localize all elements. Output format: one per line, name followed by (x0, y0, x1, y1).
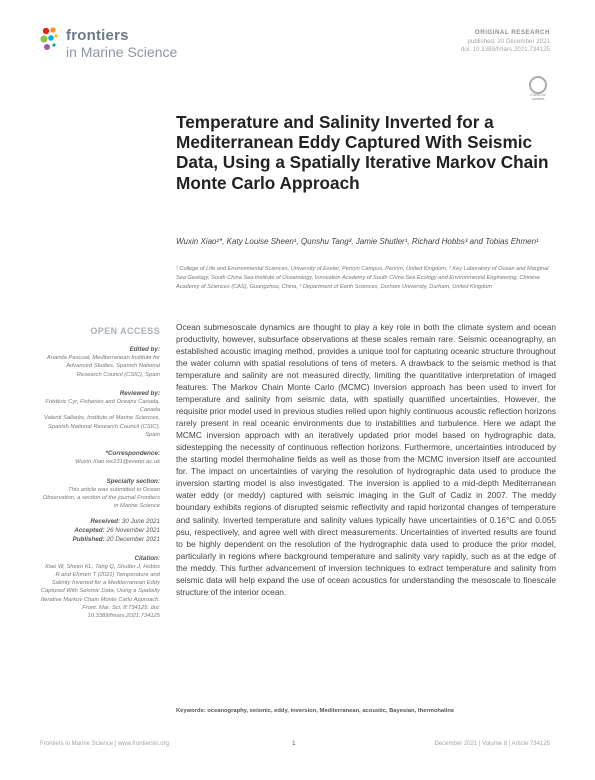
correspondence-info[interactable]: Wuxin Xiao wx231@exeter.ac.uk (75, 459, 160, 466)
accepted-date: Accepted: 26 November 2021 (74, 526, 160, 534)
correspondence-label: *Correspondence: (105, 450, 160, 458)
keywords: Keywords: oceanography, seismic, eddy, inversion, Mediterranean, acoustic, Bayesian, thermohaline (176, 708, 455, 714)
abstract-text: Ocean submesoscale dynamics are thought to play a key role in both the climate system and ocean productivity, however, subsurface observations at these scales remain rare. Seismic oceanography, an established acoustic imaging method, provides a unique tool for capturing oceanic structure throughout the water column with spatial resolutions of tens of meters. A drawback to the seismic method is that temperature and salinity are not measured directly, limiting the quantitative interpretation of imaged features. The Markov Chain Monte Carlo (MCMC) inversion approach has been used to invert for temperature and salinity from seismic data, with spatially quantified uncertainties. However, the requisite prior model used in previous studies relied upon highly continuous acoustic reflection horizons rarely present in real oceanic environments due to instabilities and turbulence. Here we adapt the MCMC inversion approach with an iteratively updated prior model based on hydrographic data, sidestepping the necessity of continuous reflection horizons. Furthermore, uncertainties introduced by the starting model thermohaline fields as well as those from the MCMC inversion itself are accounted for. The impact on uncertainties of varying the resolution of hydrographic data used to produce the inversion starting model is also investigated. The inversion is applied to a mid-depth Mediterranean water eddy (or meddy) captured with seismic imaging in the Gulf of Cadiz in 2007. The meddy boundary exhibits regions of disrupted seismic reflectivity and rapid horizontal changes of temperature and salinity. Inverted temperature and salinity values typically have uncertainties of 0.16°C and 0.055 psu, respectively, and agree well with direct measurements. Uncertainties of inverted results are found to be highly dependent on the resolution of the hydrographic data used to produce the prior model, particularly in regions where background temperature and salinity vary rapidly, such as at the edge of the meddy. This further advancement of inversion techniques to extract temperature and salinity from seismic data will help expand the use of ocean acoustics for understanding the mesoscale to finescale structure of the interior ocean. (176, 322, 556, 597)
citation-label: Citation: (134, 554, 160, 562)
article-category: ORIGINAL RESEARCH (474, 29, 550, 36)
affiliations: ¹ College of Life and Environmental Sciences, University of Exeter, Penryn Campus, Penryn, United Kingdom, ² Key Laboratory of Ocean and Marginal Sea Geology, South China Sea Institute of Oceanology, Innovation Academy of South China Sea Ecology and Environmental Engineering, Chinese Academy of Sciences (CAS), Guangzhou, China, ³ Department of Earth Sciences, Durham University, Durham, United Kingdom (176, 266, 549, 290)
page-number: 1 (292, 740, 296, 747)
edited-by-label: Edited by: (129, 346, 160, 353)
check-for-updates-badge[interactable] (524, 76, 552, 106)
article-header (461, 29, 550, 55)
received-date: Received: 30 June 2021 (90, 517, 160, 525)
journal-name: in Marine Science (66, 44, 178, 60)
citation-info: Xiao W, Sheen KL, Tang Q, Shutler J, Hobbs R and Ehmen T (2021) Temperature and Salinity Inverted for a Mediterranean Eddy Captured With Seismic Data, Using a Spatially Iterative Markov Chain Monte Carlo Approach. Front. Mar. Sci. 8:734125. doi: 10.3389/fmars.2021.734125 (40, 563, 160, 620)
reviewer-1: Frédéric Cyr, Fisheries and Oceans Canada, Canada (45, 398, 160, 414)
footer-journal[interactable]: Frontiers in Marine Science | www.frontiersin.org (40, 741, 169, 747)
editor-info: Ananda Pascual, Mediterranean Institute for Advanced Studies, Spanish National Research Council (CSIC), Spain (46, 355, 160, 378)
article-title: Temperature and Salinity Inverted for a Mediterranean Eddy Captured With Seismic Data, Using a Spatially Iterative Markov Chain Monte Carlo Approach (176, 112, 549, 193)
open-access-label: OPEN ACCESS (90, 326, 160, 336)
updates-text-1: Check for (530, 93, 546, 97)
doi: doi: 10.3389/fmars.2021.734125 (460, 46, 550, 54)
frontiers-logo-icon (40, 26, 68, 52)
published-date: published: 20 December 2021 (467, 37, 550, 45)
specialty-label: Specialty section: (106, 477, 160, 485)
footer-issue: December 2021 | Volume 8 | Article 734125 (434, 741, 550, 747)
published-date-sidebar: Published: 20 December 2021 (72, 535, 160, 543)
reviewer-2: Valenti Sallarès, Institute of Marine Sciences, Spanish National Research Council (CSIC), Spain (43, 415, 160, 439)
updates-text-2: updates (531, 97, 545, 102)
article-sidebar (40, 326, 160, 621)
brand-name: frontiers (66, 27, 129, 44)
specialty-info: This article was submitted to Ocean Observation, a section of the journal Frontiers in Marine Science (42, 486, 160, 510)
journal-logo (40, 25, 200, 65)
author-list: Wuxin Xiao¹*, Katy Louise Sheen¹, Qunshu Tang², Jamie Shutler¹, Richard Hobbs³ and Tobias Ehmen¹ (176, 237, 539, 246)
updates-icon (529, 76, 547, 94)
reviewed-by-label: Reviewed by: (119, 389, 160, 397)
